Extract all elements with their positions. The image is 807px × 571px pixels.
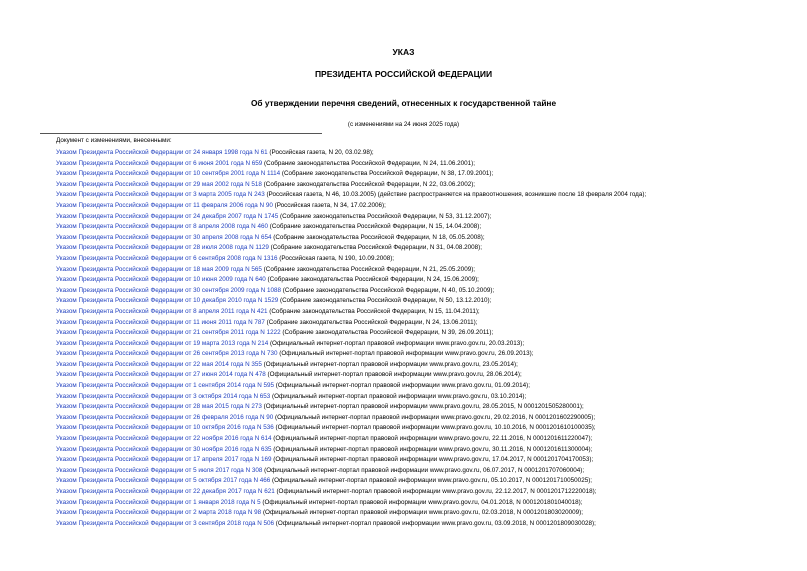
amendment-link[interactable]: Указом Президента Российской Федерации от 8 апреля 2011 года N 421 — [56, 307, 268, 315]
amendment-source: (Официальный интернет-портал правовой информации www.pravo.gov.ru, 30.11.2016, N 0001201611300004); — [271, 445, 593, 453]
amendment-source: (Официальный интернет-портал правовой информации www.pravo.gov.ru, 26.09.2013); — [277, 350, 534, 358]
amendment-link[interactable]: Указом Президента Российской Федерации от 3 сентября 2018 года N 506 — [56, 519, 275, 527]
amendment-link[interactable]: Указом Президента Российской Федерации от 10 октября 2016 года N 536 — [56, 424, 274, 432]
amendment-source: (Официальный интернет-портал правовой информации www.pravo.gov.ru, 17.04.2017, N 0001201704170053); — [271, 456, 594, 464]
amendment-link[interactable]: Указом Президента Российской Федерации от 21 сентября 2011 года N 1222 — [56, 329, 281, 337]
amendment-link[interactable]: Указом Президента Российской Федерации от 10 июня 2009 года N 640 — [56, 276, 266, 284]
amendment-source: (Российская газета, N 20, 03.02.98); — [267, 149, 374, 156]
amendment-source: (Официальный интернет-портал правовой информации www.pravo.gov.ru, 28.05.2015, N 0001201505280001); — [261, 403, 584, 411]
amendment-item — [56, 349, 646, 360]
amendment-link[interactable]: Указом Президента Российской Федерации от 29 мая 2002 года N 518 — [56, 180, 262, 188]
amendment-item — [56, 318, 646, 329]
amendment-link[interactable]: Указом Президента Российской Федерации от 30 сентября 2009 года N 1088 — [56, 286, 282, 294]
amendment-item — [56, 445, 646, 456]
amendment-source: (Собрание законодательства Российской Федерации, N 18, 05.05.2008); — [271, 233, 485, 241]
amendment-link[interactable]: Указом Президента Российской Федерации от 10 декабря 2010 года N 1529 — [56, 297, 279, 305]
amendment-source: (Собрание законодательства Российской Федерации, N 24, 13.06.2011); — [264, 318, 478, 326]
amendment-link[interactable]: Указом Президента Российской Федерации от 2 марта 2018 года N 98 — [56, 509, 262, 517]
amendment-item — [56, 402, 646, 413]
amendment-source: (Собрание законодательства Российской Федерации, N 24, 11.06.2001); — [262, 159, 475, 167]
amendment-item — [56, 201, 646, 212]
amendment-source: (Официальный интернет-портал правовой информации www.pravo.gov.ru, 22.12.2017, N 0001201712220018); — [274, 488, 597, 495]
amendments-intro: Документ с изменениями, внесенными: — [56, 137, 172, 144]
amendment-item — [56, 286, 646, 297]
amendment-item — [56, 296, 646, 307]
amendment-item — [56, 275, 646, 286]
amendment-item — [56, 413, 646, 424]
amendment-link[interactable]: Указом Президента Российской Федерации от 17 апреля 2017 года N 169 — [56, 456, 272, 464]
amendment-link[interactable]: Указом Президента Российской Федерации от 28 мая 2015 года N 273 — [56, 403, 262, 411]
document-title: Об утверждении перечня сведений, отнесенных к государственной тайне — [250, 98, 557, 108]
amendment-item — [56, 360, 646, 371]
amendment-item — [56, 508, 646, 519]
amendment-link[interactable]: Указом Президента Российской Федерации от 19 марта 2013 года N 214 — [56, 339, 269, 347]
amendment-link[interactable]: Указом Президента Российской Федерации от 11 июня 2011 года N 787 — [56, 318, 265, 326]
amendment-item — [56, 148, 646, 159]
amendment-item — [56, 370, 646, 381]
amendment-source: (Официальный интернет-портал правовой информации www.pravo.gov.ru, 23.05.2014); — [261, 360, 518, 368]
amendment-item — [56, 328, 646, 339]
amendment-link[interactable]: Указом Президента Российской Федерации от 22 декабря 2017 года N 621 — [56, 488, 275, 495]
amendment-link[interactable]: Указом Президента Российской Федерации от 27 июня 2014 года N 478 — [56, 371, 266, 379]
amendment-link[interactable]: Указом Президента Российской Федерации от 18 мая 2009 года N 565 — [56, 265, 262, 273]
amendment-link[interactable]: Указом Президента Российской Федерации от 30 ноября 2016 года N 635 — [56, 445, 272, 453]
amendment-item — [56, 169, 646, 180]
amendment-source: (Официальный интернет-портал правовой информации www.pravo.gov.ru, 03.09.2018, N 0001201809030028); — [274, 519, 596, 527]
amendment-source: (Официальный интернет-портал правовой информации www.pravo.gov.ru, 06.07.2017, N 0001201707060004); — [262, 466, 585, 474]
amendment-item — [56, 455, 646, 466]
issuer-heading: ПРЕЗИДЕНТА РОССИЙСКОЙ ФЕДЕРАЦИИ — [314, 69, 493, 79]
amendment-source: (Официальный интернет-портал правовой информации www.pravo.gov.ru, 20.03.2013); — [268, 339, 525, 347]
amendment-link[interactable]: Указом Президента Российской Федерации от 6 июня 2001 года N 659 — [56, 159, 263, 167]
amendment-item — [56, 254, 646, 265]
amendment-item — [56, 434, 646, 445]
amendment-item — [56, 339, 646, 350]
amendment-link[interactable]: Указом Президента Российской Федерации от 1 января 2018 года N 5 — [56, 498, 261, 506]
amendments-list — [56, 148, 646, 529]
amendment-link[interactable]: Указом Президента Российской Федерации от 26 сентября 2013 года N 730 — [56, 350, 278, 358]
doc-type-heading: УКАЗ — [392, 47, 415, 57]
amendment-source: (Собрание законодательства Российской Федерации, N 31, 04.08.2008); — [268, 244, 483, 252]
amendment-link[interactable]: Указом Президента Российской Федерации от 30 апреля 2008 года N 654 — [56, 233, 272, 241]
amendment-item — [56, 476, 646, 487]
amendment-item — [56, 423, 646, 434]
edition-note: (с изменениями на 24 июня 2025 года) — [347, 121, 460, 128]
amendment-link[interactable]: Указом Президента Российской Федерации от 10 сентября 2001 года N 1114 — [56, 170, 281, 178]
amendment-source: (Официальный интернет-портал правовой информации www.pravo.gov.ru, 04.01.2018, N 0001201801040018); — [260, 498, 583, 506]
separator-line — [40, 133, 322, 134]
amendment-source: (Собрание законодательства Российской Федерации, N 39, 26.09.2011); — [280, 329, 494, 337]
amendment-link[interactable]: Указом Президента Российской Федерации от 24 января 1998 года N 61 — [56, 149, 268, 156]
amendment-link[interactable]: Указом Президента Российской Федерации от 3 октября 2014 года N 653 — [56, 392, 271, 400]
amendment-link[interactable]: Указом Президента Российской Федерации от 6 сентября 2008 года N 1316 — [56, 254, 278, 262]
amendment-item — [56, 519, 646, 530]
amendment-link[interactable]: Указом Президента Российской Федерации от 22 ноября 2016 года N 614 — [56, 435, 272, 443]
amendment-item — [56, 180, 646, 191]
amendment-source: (Официальный интернет-портал правовой информации www.pravo.gov.ru, 29.02.2016, N 0001201602290005); — [273, 413, 596, 421]
amendment-source: (Официальный интернет-портал правовой информации www.pravo.gov.ru, 03.10.2014); — [270, 392, 527, 400]
amendment-source: (Российская газета, N 34, 17.02.2006); — [272, 201, 386, 209]
amendment-link[interactable]: Указом Президента Российской Федерации от 11 февраля 2006 года N 90 — [56, 201, 273, 209]
amendment-source: (Официальный интернет-портал правовой информации www.pravo.gov.ru, 28.06.2014); — [265, 371, 522, 379]
amendment-link[interactable]: Указом Президента Российской Федерации от 28 июля 2008 года N 1129 — [56, 244, 269, 252]
amendment-source: (Собрание законодательства Российской Федерации, N 40, 05.10.2009); — [281, 286, 495, 294]
amendment-source: (Российская газета, N 46, 10.03.2005) (действие распространяется на правоотношения, возникшие после 18 февраля 2004 года); — [264, 191, 647, 199]
amendment-item — [56, 392, 646, 403]
amendment-source: (Собрание законодательства Российской Федерации, N 21, 25.05.2009); — [261, 265, 476, 273]
amendment-source: (Собрание законодательства Российской Федерации, N 22, 03.06.2002); — [261, 180, 476, 188]
amendment-item — [56, 498, 646, 509]
amendment-source: (Собрание законодательства Российской Федерации, N 24, 15.06.2009); — [265, 276, 479, 284]
amendment-source: (Официальный интернет-портал правовой информации www.pravo.gov.ru, 02.03.2018, N 0001201803020009); — [261, 509, 583, 517]
amendment-source: (Официальный интернет-портал правовой информации www.pravo.gov.ru, 05.10.2017, N 0001201710050025); — [270, 477, 593, 485]
amendment-item — [56, 487, 646, 498]
amendment-source: (Собрание законодательства Российской Федерации, N 38, 17.09.2001); — [280, 170, 494, 178]
amendment-source: (Собрание законодательства Российской Федерации, N 53, 31.12.2007); — [278, 212, 492, 220]
amendment-item — [56, 190, 646, 201]
amendment-source: (Собрание законодательства Российской Федерации, N 15, 14.04.2008); — [267, 223, 482, 231]
amendment-item — [56, 381, 646, 392]
amendment-item — [56, 307, 646, 318]
amendment-item — [56, 222, 646, 233]
amendment-source: (Собрание законодательства Российской Федерации, N 50, 13.12.2010); — [278, 297, 492, 305]
amendment-source: (Российская газета, N 190, 10.09.2008); — [277, 254, 395, 262]
amendment-item — [56, 159, 646, 170]
amendment-link[interactable]: Указом Президента Российской Федерации от 5 октября 2017 года N 466 — [56, 477, 271, 485]
amendment-link[interactable]: Указом Президента Российской Федерации от 5 июля 2017 года N 308 — [56, 466, 263, 474]
amendment-source: (Официальный интернет-портал правовой информации www.pravo.gov.ru, 22.11.2016, N 0001201611220047); — [271, 435, 593, 443]
amendment-link[interactable]: Указом Президента Российской Федерации от 24 декабря 2007 года N 1745 — [56, 212, 279, 220]
amendment-link[interactable]: Указом Президента Российской Федерации от 8 апреля 2008 года N 460 — [56, 223, 268, 231]
amendment-source: (Собрание законодательства Российской Федерации, N 15, 11.04.2011); — [267, 307, 480, 315]
amendment-link[interactable]: Указом Президента Российской Федерации от 26 февраля 2016 года N 90 — [56, 413, 274, 421]
amendment-source: (Официальный интернет-портал правовой информации www.pravo.gov.ru, 10.10.2016, N 0001201610100035); — [273, 424, 596, 432]
amendment-link[interactable]: Указом Президента Российской Федерации от 3 марта 2005 года N 243 — [56, 191, 265, 199]
amendment-item — [56, 265, 646, 276]
amendment-link[interactable]: Указом Президента Российской Федерации от 1 сентября 2014 года N 595 — [56, 382, 275, 390]
amendment-item — [56, 212, 646, 223]
amendment-source: (Официальный интернет-портал правовой информации www.pravo.gov.ru, 01.09.2014); — [274, 382, 531, 390]
amendment-item — [56, 466, 646, 477]
amendment-item — [56, 233, 646, 244]
amendment-link[interactable]: Указом Президента Российской Федерации от 22 мая 2014 года N 355 — [56, 360, 262, 368]
amendment-item — [56, 243, 646, 254]
